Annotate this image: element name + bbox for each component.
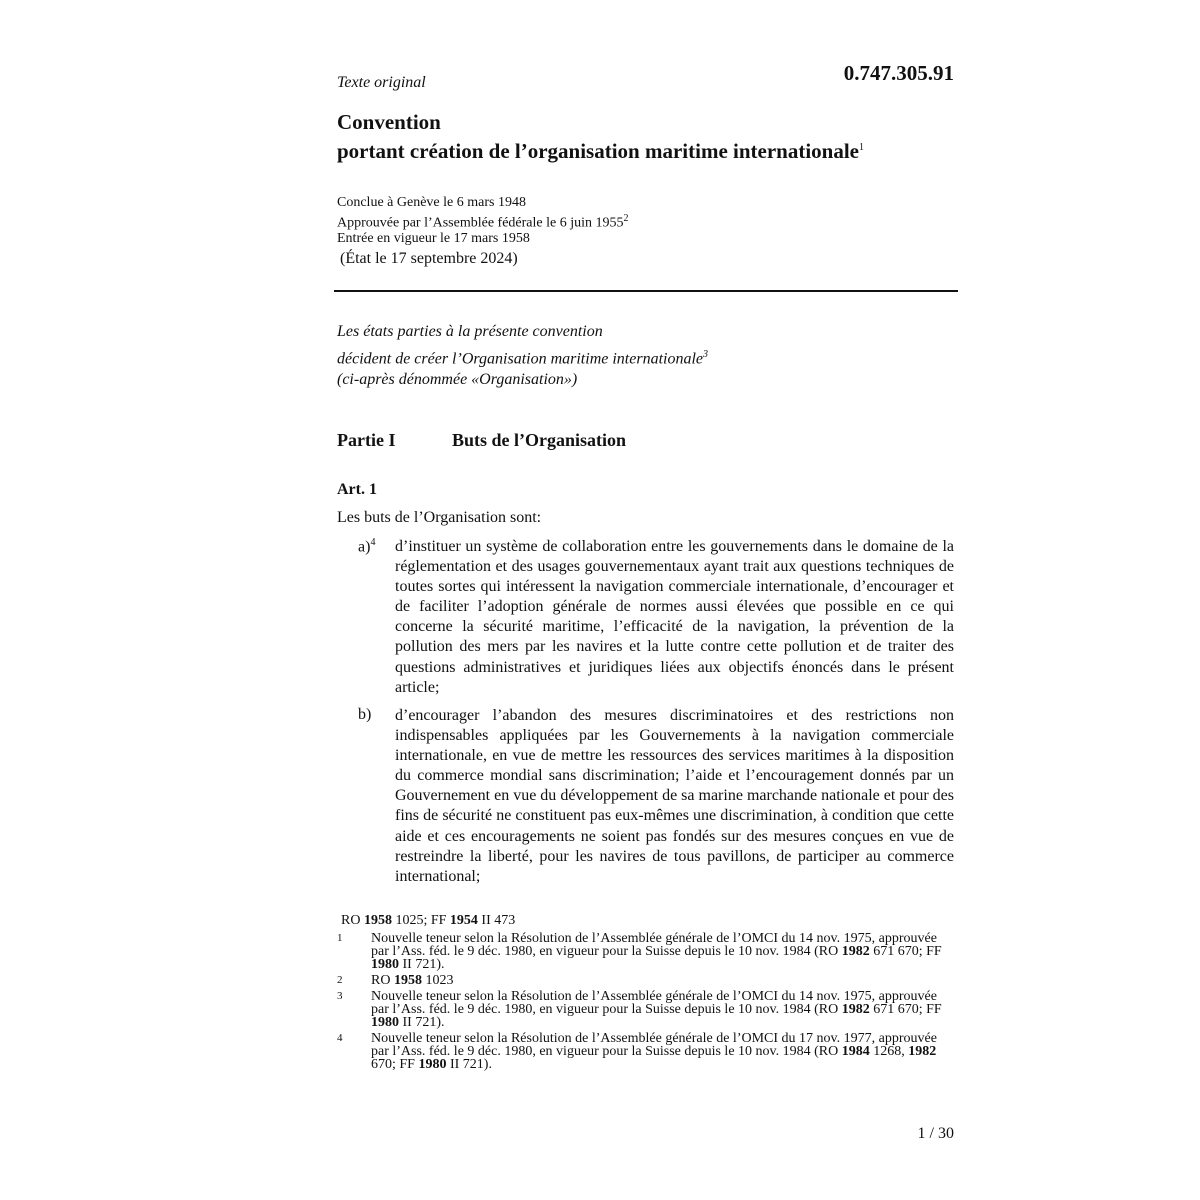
fn3-mid: 671 670; FF	[869, 1002, 942, 1017]
footnote-2	[337, 974, 957, 987]
header-divider	[334, 290, 958, 292]
item-a-text: d’instituer un système de collaboration entre les gouvernements dans le domaine de la réglementation et des usages gouvernementaux ayant trait aux questions techniques de toutes sortes qui intéressent la navigation commerciale internationale, d’encourager et de faciliter l’adoption générale de normes aussi élevées que possible en ce qui concerne la sécurité maritime, l’efficacité de la navigation, la prévention de la pollution des mers par les navires et la lutte contre cette pollution et de traiter des questions administratives et juridiques liées aux objectifs énoncés dans le présent article;	[395, 538, 954, 696]
title-line-2-text: portant création de l’organisation maritime internationale	[337, 139, 860, 163]
item-b-text: d’encourager l’abandon des mesures discriminatoires et des restrictions non indispensables appliquées par les Gouvernements à la navigation commerciale internationale, en vue de mettre les ressources des services maritimes à la disposition du commerce mondial sans discrimination; l’aide et l’encouragement donnés par un Gouvernement en vue du développement de sa marine marchande nationale et pour des fins de sécurité ne constituent pas eux-mêmes une discrimination, à condition que cette aide et ces encouragements ne soient pas fondés sur des mesures conçues en vue de restreindre la liberté, pour les navires de tous pavillons, de participer au commerce international;	[395, 707, 954, 885]
part-number: Partie I	[337, 430, 396, 450]
preamble-footnote-ref[interactable]: 3	[703, 349, 709, 360]
fn2-pre: RO	[371, 973, 394, 988]
preamble-line-2	[337, 343, 708, 370]
item-a-letter: a)	[358, 538, 371, 556]
item-b-label: b)	[358, 706, 372, 723]
fn1-year-1: 1982	[841, 944, 870, 959]
footnote-2-text	[371, 974, 957, 987]
fn2-end: 1023	[421, 973, 454, 988]
publication-reference	[341, 913, 957, 929]
approved-date	[337, 211, 629, 231]
item-a-label	[358, 537, 375, 556]
original-text-label: Texte original	[337, 74, 426, 91]
page-number: 1 / 30	[917, 1125, 954, 1142]
fn4-end: II 721).	[446, 1057, 492, 1072]
footnote-3-number: 3	[337, 990, 343, 1002]
footnote-3-text	[371, 990, 957, 1029]
fn1-year-2: 1980	[371, 957, 399, 972]
fn3-year-2: 1980	[371, 1015, 399, 1030]
concluded-date: Conclue à Genève le 6 mars 1948	[337, 195, 526, 210]
preamble-line-2-text: décident de créer l’Organisation maritime internationale	[337, 350, 704, 368]
approved-footnote-ref[interactable]: 2	[623, 212, 629, 224]
title-footnote-ref[interactable]: 1	[859, 142, 865, 153]
preamble-line-1: Les états parties à la présente convention	[337, 323, 603, 340]
article-title: Art. 1	[337, 481, 377, 498]
ff-rest: II 473	[477, 913, 516, 928]
fn3-end: II 721).	[399, 1015, 445, 1030]
footnote-4-text	[371, 1032, 957, 1071]
footnote-4	[337, 1032, 957, 1071]
fn1-end: II 721).	[399, 957, 445, 972]
state-date: (État le 17 septembre 2024)	[340, 250, 518, 267]
footnotes	[337, 913, 957, 1071]
title-line-1: Convention	[337, 110, 441, 134]
approved-date-text: Approuvée par l’Assemblée fédérale le 6 juin 1955	[337, 215, 624, 231]
sr-number: 0.747.305.91	[843, 61, 954, 85]
fn2-year: 1958	[393, 973, 422, 988]
preamble-line-3: (ci-après dénommée «Organisation»)	[337, 371, 578, 389]
fn4-year-1: 1984	[841, 1044, 870, 1059]
ro-label: RO	[341, 913, 364, 928]
document-title	[337, 110, 864, 164]
ff-year: 1954	[449, 913, 478, 928]
footnote-1	[337, 932, 957, 971]
footnote-1-text	[371, 932, 957, 971]
ro-year: 1958	[363, 913, 392, 928]
fn4-year-2: 1982	[908, 1044, 937, 1059]
footnote-4-number: 4	[337, 1032, 343, 1044]
fn4-mid-1: 1268,	[869, 1044, 909, 1059]
footnote-1-number: 1	[337, 932, 343, 944]
fn1-mid: 671 670; FF	[869, 944, 942, 959]
part-title: Buts de l’Organisation	[452, 430, 627, 450]
title-line-2	[337, 135, 864, 164]
fn4-text: Nouvelle teneur selon la Résolution de l’Assemblée générale de l’OMCI du 17 nov. 1977, approuvée par l’Ass. féd. le 9 déc. 1980, en vigueur pour la Suisse depuis le 10 nov. 1984 (RO	[371, 1031, 937, 1059]
footnote-3	[337, 990, 957, 1029]
ro-page: 1025; FF	[391, 913, 450, 928]
article-intro: Les buts de l’Organisation sont:	[337, 509, 542, 526]
footnote-2-number: 2	[337, 974, 343, 986]
fn4-mid-2: 670; FF	[371, 1057, 419, 1072]
fn3-year-1: 1982	[841, 1002, 870, 1017]
preamble	[337, 320, 708, 391]
fn3-text: Nouvelle teneur selon la Résolution de l’Assemblée générale de l’OMCI du 14 nov. 1975, approuvée par l’Ass. féd. le 9 déc. 1980, en vigueur pour la Suisse depuis le 10 nov. 1984 (RO	[371, 989, 937, 1017]
in-force-date: Entrée en vigueur le 17 mars 1958	[337, 230, 530, 246]
document-dates	[337, 195, 629, 246]
fn1-text: Nouvelle teneur selon la Résolution de l’Assemblée générale de l’OMCI du 14 nov. 1975, approuvée par l’Ass. féd. le 9 déc. 1980, en vigueur pour la Suisse depuis le 10 nov. 1984 (RO	[371, 931, 937, 959]
fn4-year-3: 1980	[418, 1057, 447, 1072]
item-a-footnote-ref[interactable]: 4	[370, 537, 376, 548]
